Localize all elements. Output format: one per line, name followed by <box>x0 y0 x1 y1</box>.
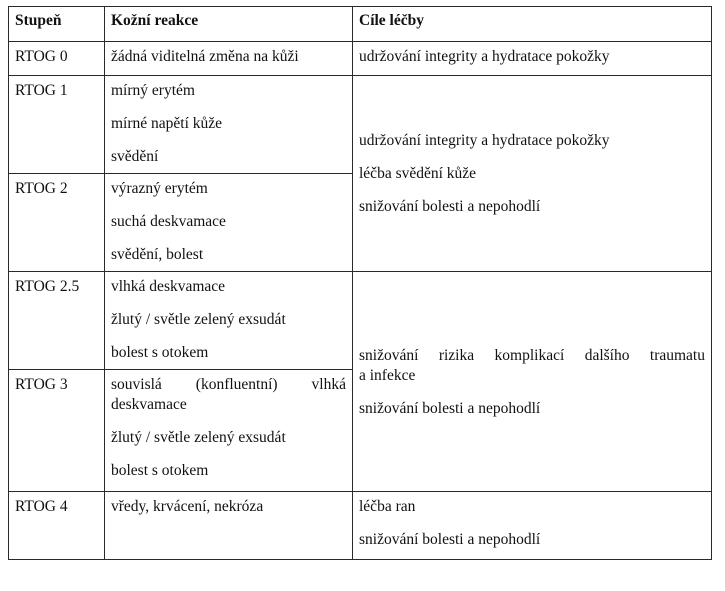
reaction-cell <box>105 42 353 76</box>
reaction-line: žlutý / světle zelený exsudát <box>111 429 286 446</box>
goal-line: a infekce <box>359 366 416 384</box>
goal-line: snižování bolesti a nepohodlí <box>359 198 541 215</box>
table-row <box>9 42 712 76</box>
goals-cell <box>353 42 712 76</box>
reaction-line: vlhká deskvamace <box>111 278 226 295</box>
reaction-line: mírné napětí kůže <box>111 115 223 132</box>
goal-line: udržování integrity a hydratace pokožky <box>359 48 610 65</box>
goal-line: snižování bolesti a nepohodlí <box>359 399 541 417</box>
reaction-cell <box>105 76 353 174</box>
goals-cell <box>353 272 712 492</box>
goal-line: snižování rizika komplikací dalšího traumatu <box>359 346 705 364</box>
goal-line: léčba ran <box>359 498 416 515</box>
reaction-line: svědění, bolest <box>111 246 204 263</box>
grade-cell: RTOG 1 <box>9 76 105 174</box>
rtog-skin-reaction-table <box>8 6 712 560</box>
reaction-line: souvislá (konfluentní) vlhká <box>111 376 346 393</box>
reaction-cell <box>105 492 353 560</box>
reaction-line: bolest s otokem <box>111 344 209 361</box>
grade-cell: RTOG 2 <box>9 174 105 272</box>
goals-cell <box>353 76 712 272</box>
goal-line: snižování bolesti a nepohodlí <box>359 531 541 548</box>
reaction-cell <box>105 370 353 492</box>
grade-cell: RTOG 0 <box>9 42 105 76</box>
table-row <box>9 272 712 370</box>
reaction-line: výrazný erytém <box>111 180 208 197</box>
table-row <box>9 492 712 560</box>
reaction-line: vředy, krvácení, nekróza <box>111 498 264 515</box>
reaction-cell <box>105 174 353 272</box>
reaction-line: mírný erytém <box>111 82 195 99</box>
reaction-line: deskvamace <box>111 396 187 413</box>
reaction-line: bolest s otokem <box>111 462 209 479</box>
goals-cell <box>353 492 712 560</box>
reaction-line: svědění <box>111 148 159 165</box>
goal-line: léčba svědění kůže <box>359 165 477 182</box>
grade-cell: RTOG 3 <box>9 370 105 492</box>
header-grade: Stupeň <box>9 7 105 42</box>
header-skin-reaction: Kožní reakce <box>105 7 353 42</box>
reaction-line: žádná viditelná změna na kůži <box>111 48 299 65</box>
goal-line: udržování integrity a hydratace pokožky <box>359 132 610 149</box>
table-row <box>9 76 712 174</box>
header-treatment-goals: Cíle léčby <box>353 7 712 42</box>
grade-cell: RTOG 4 <box>9 492 105 560</box>
reaction-line: suchá deskvamace <box>111 213 226 230</box>
header-row <box>9 7 712 42</box>
reaction-line: žlutý / světle zelený exsudát <box>111 311 286 328</box>
grade-cell: RTOG 2.5 <box>9 272 105 370</box>
reaction-cell <box>105 272 353 370</box>
